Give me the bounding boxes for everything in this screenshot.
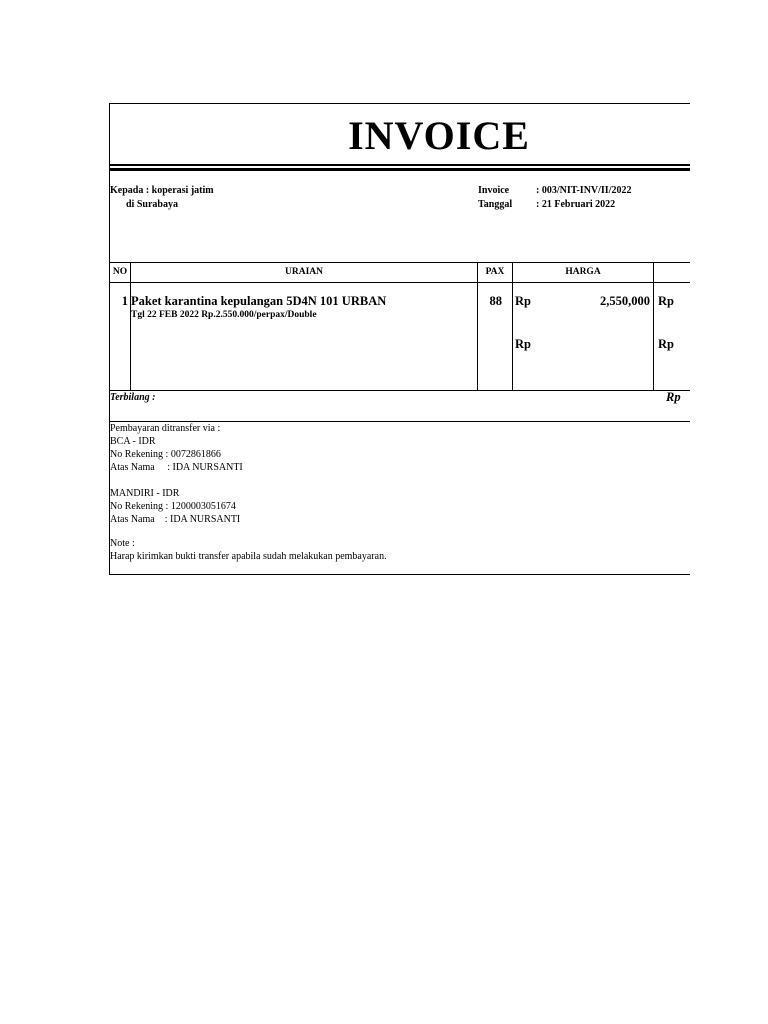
mandiri-account: No Rekening : 1200003051674 [110, 501, 236, 512]
invoice-number-label: Invoice [478, 185, 510, 196]
mandiri-bank: MANDIRI - IDR [110, 488, 180, 499]
invoice-title: INVOICE [348, 113, 530, 158]
row-1-pax: 88 [489, 294, 502, 308]
col-divider-pax [512, 262, 513, 390]
bca-account: No Rekening : 0072861866 [110, 449, 221, 460]
note-text: Harap kirimkan bukti transfer apabila sudah melakukan pembayaran. [110, 551, 387, 562]
table-header-border [110, 282, 690, 283]
table-top-border [110, 262, 690, 263]
col-divider-no [130, 262, 131, 390]
recipient-to: Kepada : koperasi jatim [110, 185, 214, 196]
note-label: Note : [110, 538, 135, 549]
row-1-no: 1 [121, 294, 128, 308]
invoice-number-value: : 003/NIT-INV/II/2022 [536, 185, 632, 196]
title-rule-bottom [110, 168, 690, 171]
mandiri-name: Atas Nama : IDA NURSANTI [110, 514, 241, 525]
header-harga: HARGA [565, 267, 601, 277]
col-divider-uraian [477, 262, 478, 390]
header-uraian: URAIAN [285, 267, 323, 277]
header-no: NO [112, 267, 128, 277]
subtotal-currency: Rp [515, 337, 531, 351]
invoice-date-value: : 21 Februari 2022 [536, 199, 616, 210]
row-1-detail: Tgl 22 FEB 2022 Rp.2.550.000/perpax/Double [131, 310, 317, 320]
row-1-price: 2,550,000 [600, 294, 650, 308]
bca-bank: BCA - IDR [110, 436, 156, 447]
row-1-item: Paket karantina kepulangan 5D4N 101 URBAN [131, 294, 387, 308]
col-divider-harga [653, 262, 654, 390]
recipient-city: di Surabaya [126, 199, 178, 210]
invoice-date-label: Tanggal [478, 199, 513, 210]
table-bottom-border [110, 390, 690, 391]
bca-name: Atas Nama : IDA NURSANTI [110, 462, 243, 473]
subtotal-total-currency: Rp [658, 337, 674, 351]
terbilang-label: Terbilang : [110, 392, 156, 403]
payment-intro: Pembayaran ditransfer via : [110, 423, 221, 434]
invoice-sheet [109, 103, 690, 575]
row-1-total-currency: Rp [658, 294, 674, 308]
title-rule-top [110, 164, 690, 166]
row-1-currency: Rp [515, 294, 531, 308]
header-pax: PAX [485, 267, 505, 277]
terbilang-currency: Rp [666, 390, 681, 404]
